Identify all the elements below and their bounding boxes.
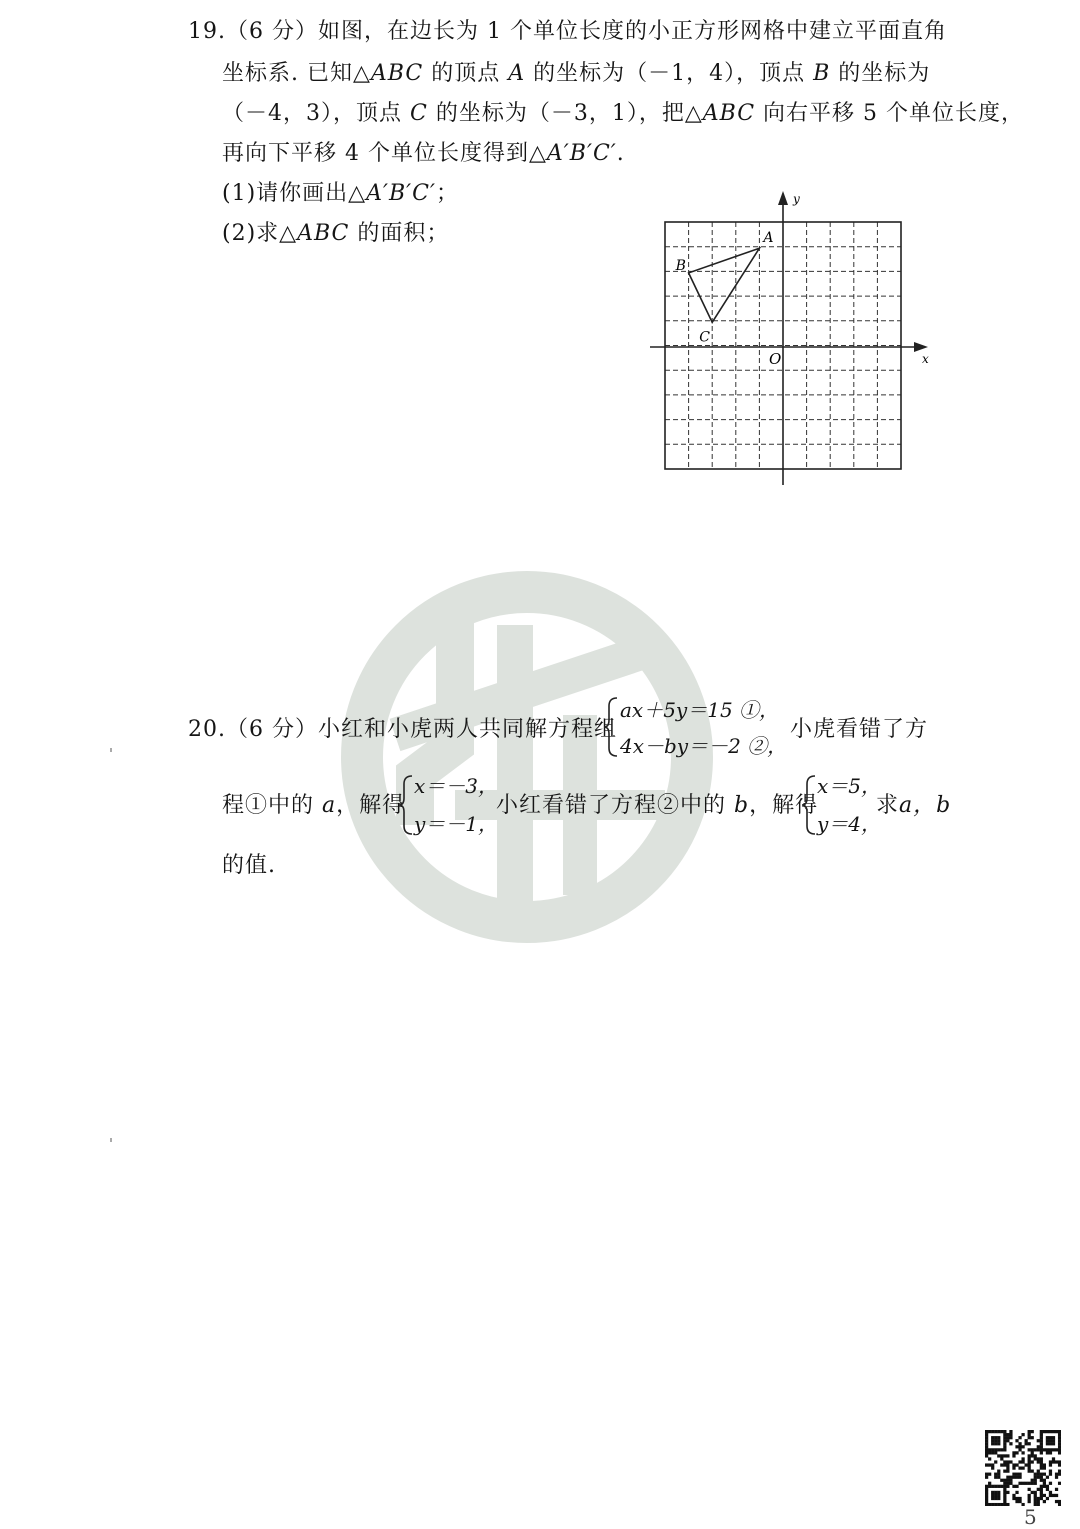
system-brace <box>603 696 619 758</box>
qr-code <box>985 1430 1061 1506</box>
solution-1-brace <box>398 774 414 836</box>
margin-mark <box>110 748 112 752</box>
solution-2-x: x＝5， <box>817 774 882 798</box>
y-axis-label: y <box>793 192 800 206</box>
margin-mark <box>110 1138 112 1142</box>
coordinate-grid-figure <box>640 185 940 490</box>
q20-line-2-part-2: 小红看错了方程②中的 b，解得 <box>496 793 819 818</box>
point-a-label: A <box>763 230 774 247</box>
q20-intro: 20.（6 分）小红和小虎两人共同解方程组 <box>188 717 617 742</box>
equation-2: 4x－by＝－2 ②， <box>620 734 788 758</box>
q19-line-1: 19.（6 分）如图，在边长为 1 个单位长度的小正方形网格中建立平面直角 <box>188 19 947 44</box>
point-c-label: C <box>699 329 710 346</box>
q19-subquestion-2: (2)求△ABC 的面积； <box>222 221 450 246</box>
solution-1-x: x＝－3， <box>414 774 499 798</box>
page-number: 5 <box>1024 1505 1037 1529</box>
triangle-abc <box>689 248 760 322</box>
q19-subquestion-1: (1)请你画出△A′B′C′； <box>222 181 459 206</box>
solution-2-y: y＝4， <box>817 812 882 836</box>
q19-line-2: 坐标系. 已知△ABC 的顶点 A 的坐标为（－1，4），顶点 B 的坐标为 <box>222 61 931 86</box>
equation-1: ax＋5y＝15 ①， <box>620 698 780 722</box>
solution-1-y: y＝－1， <box>414 812 499 836</box>
q20-line-3: 的值. <box>222 853 276 878</box>
x-axis-arrow <box>914 342 928 352</box>
point-b-label: B <box>675 257 686 274</box>
q20-line-2-part-1: 程①中的 a，解得 <box>222 793 406 818</box>
solution-2-brace <box>801 774 817 836</box>
origin-label: O <box>769 350 782 368</box>
q19-line-3: （－4，3），顶点 C 的坐标为（－3，1），把△ABC 向右平移 5 个单位长度， <box>222 101 1025 126</box>
y-axis-arrow <box>778 191 788 205</box>
q19-line-4: 再向下平移 4 个单位长度得到△A′B′C′. <box>222 141 625 166</box>
q20-line-2-part-3: 求a，b <box>876 793 952 818</box>
x-axis-label: x <box>922 352 929 366</box>
q20-after-system: 小虎看错了方 <box>790 717 929 742</box>
